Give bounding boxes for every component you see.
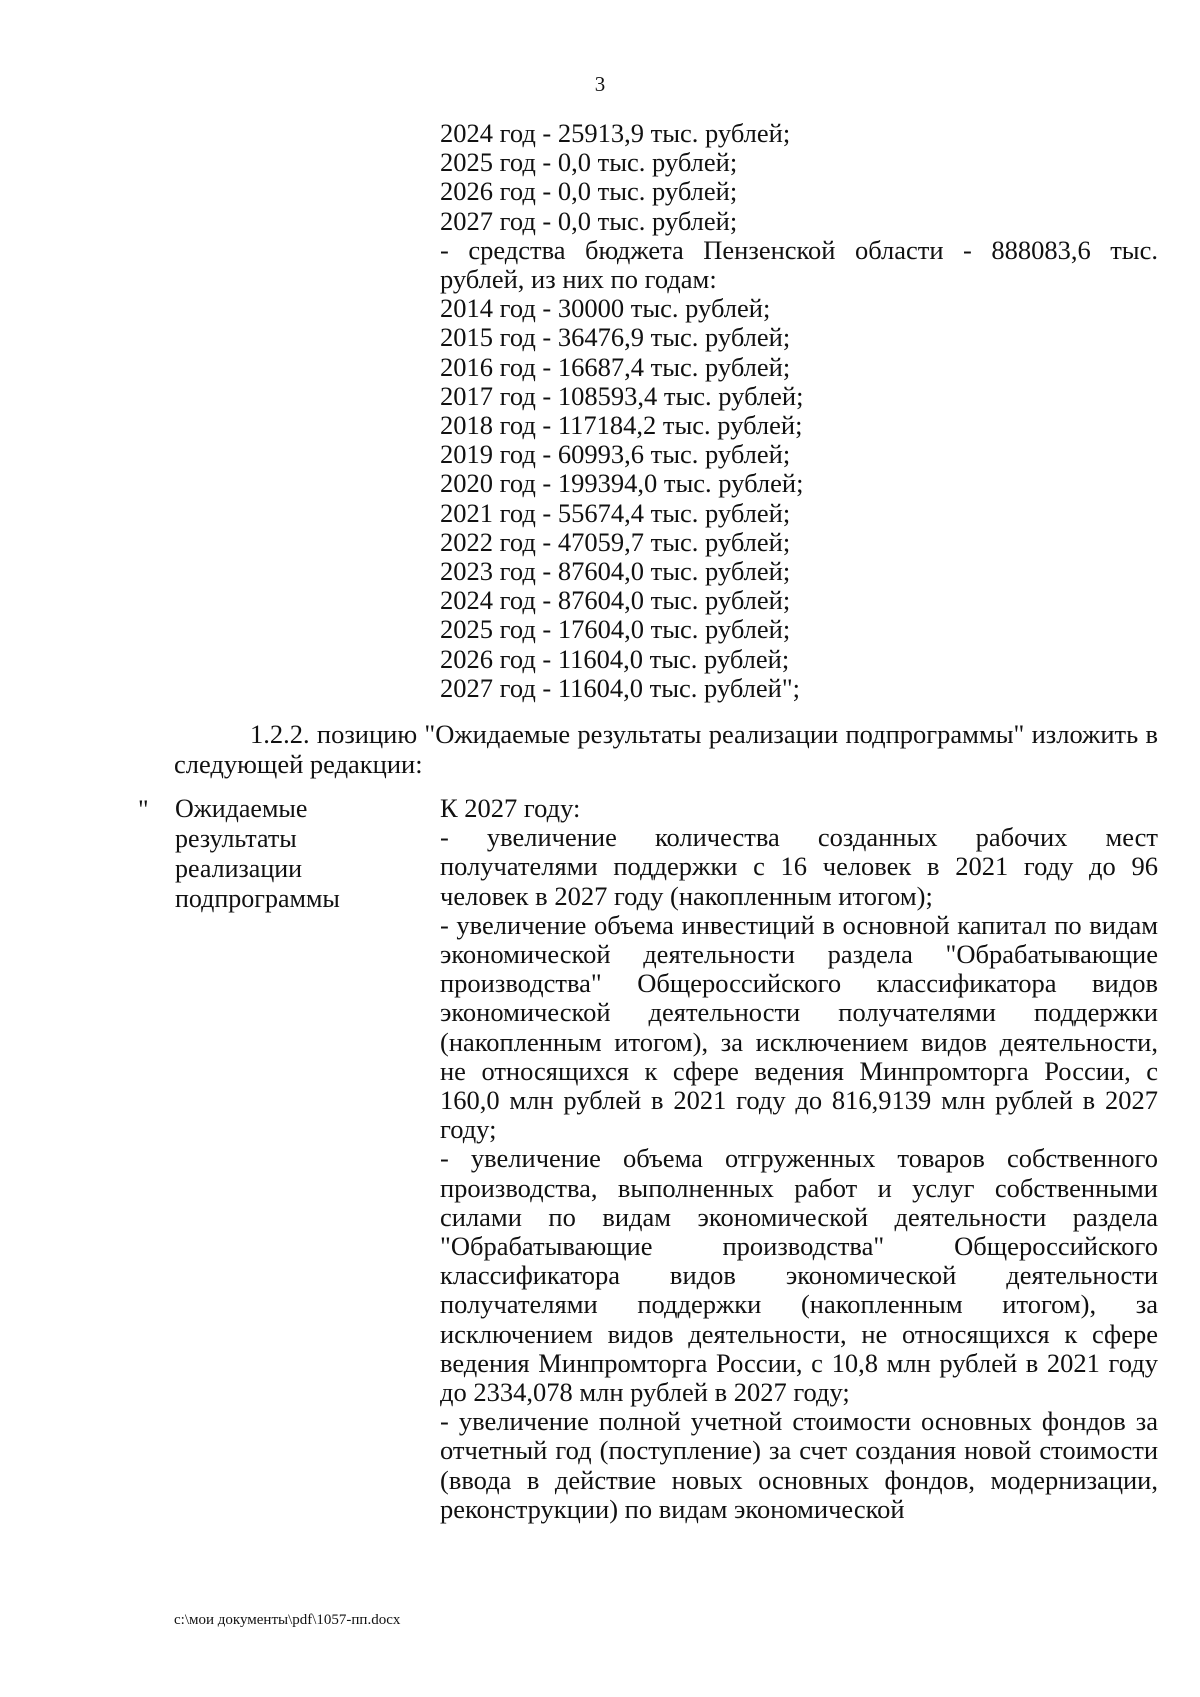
table-label-cell bbox=[175, 794, 390, 914]
table-results-cell bbox=[440, 794, 1158, 1524]
opening-quote-mark: " bbox=[138, 795, 149, 824]
page-number: 3 bbox=[594, 72, 606, 96]
funding-line: 2024 год - 25913,9 тыс. рублей; bbox=[440, 118, 791, 148]
funding-line: 2020 год - 199394,0 тыс. рублей; bbox=[440, 468, 804, 499]
funding-line: 2025 год - 0,0 тыс. рублей; bbox=[440, 147, 738, 178]
funding-line: 2021 год - 55674,4 тыс. рублей; bbox=[440, 497, 791, 528]
result-item: - увеличение полной учетной стоимости основных фондов за отчетный год (поступление) за счет создания новой стоимости (ввода в действие новых основных фондов, модернизации, реконструкции) по видам экономической bbox=[440, 1406, 1158, 1524]
label-line: реализации bbox=[175, 854, 303, 883]
label-line: результаты bbox=[175, 824, 297, 853]
funding-intro: - средства бюджета Пензенской области - 888083,6 тыс. рублей, из них по годам: bbox=[440, 234, 1158, 295]
funding-line: 2027 год - 11604,0 тыс. рублей"; bbox=[440, 672, 801, 703]
funding-line: 2026 год - 0,0 тыс. рублей; bbox=[440, 176, 738, 207]
result-item: - увеличение количества созданных рабочих мест получателями поддержки с 16 человек в 2021 году до 96 человек в 2027 году (накопленным итогом); bbox=[440, 822, 1158, 911]
funding-line: 2017 год - 108593,4 тыс. рублей; bbox=[440, 380, 804, 411]
funding-block bbox=[440, 119, 1158, 703]
funding-line: 2027 год - 0,0 тыс. рублей; bbox=[440, 205, 738, 236]
footer-file-path: c:\мои документы\pdf\1057-пп.docx bbox=[174, 1612, 401, 1628]
funding-line: 2025 год - 17604,0 тыс. рублей; bbox=[440, 614, 791, 645]
results-intro: К 2027 году: bbox=[440, 793, 581, 823]
funding-line: 2023 год - 87604,0 тыс. рублей; bbox=[440, 556, 791, 587]
funding-line: 2024 год - 87604,0 тыс. рублей; bbox=[440, 585, 791, 616]
funding-line: 2018 год - 117184,2 тыс. рублей; bbox=[440, 410, 803, 441]
funding-line: 2014 год - 30000 тыс. рублей; bbox=[440, 293, 771, 324]
label-line: подпрограммы bbox=[175, 884, 340, 913]
funding-line: 2016 год - 16687,4 тыс. рублей; bbox=[440, 351, 791, 382]
amendment-instruction: 1.2.2. позицию "Ожидаемые результаты реализации подпрограммы" изложить в следующей редакции: bbox=[174, 719, 1158, 779]
result-item: - увеличение объема отгруженных товаров собственного производства, выполненных работ и услуг собственными силами по видам экономической деятельности раздела "Обрабатывающие производства" Общероссийского классификатора видов экономической деятельности получателями поддержки (накопленным итогом), за исключением видов деятельности, не относящихся к сфере ведения Минпромторга России, с 10,8 млн рублей в 2021 году до 2334,078 млн рублей в 2027 году; bbox=[440, 1143, 1158, 1408]
label-line: Ожидаемые bbox=[175, 794, 308, 823]
funding-line: 2026 год - 11604,0 тыс. рублей; bbox=[440, 643, 790, 674]
result-item: - увеличение объема инвестиций в основной капитал по видам экономической деятельности раздела "Обрабатывающие производства" Общероссийского классификатора видов экономической деятельности получателями поддержки (накопленным итогом), за исключением видов деятельности, не относящихся к сфере ведения Минпромторга России, с 160,0 млн рублей в 2021 году до 816,9139 млн рублей в 2027 году; bbox=[440, 909, 1158, 1145]
funding-line: 2022 год - 47059,7 тыс. рублей; bbox=[440, 526, 791, 557]
funding-line: 2015 год - 36476,9 тыс. рублей; bbox=[440, 322, 791, 353]
funding-line: 2019 год - 60993,6 тыс. рублей; bbox=[440, 439, 791, 470]
